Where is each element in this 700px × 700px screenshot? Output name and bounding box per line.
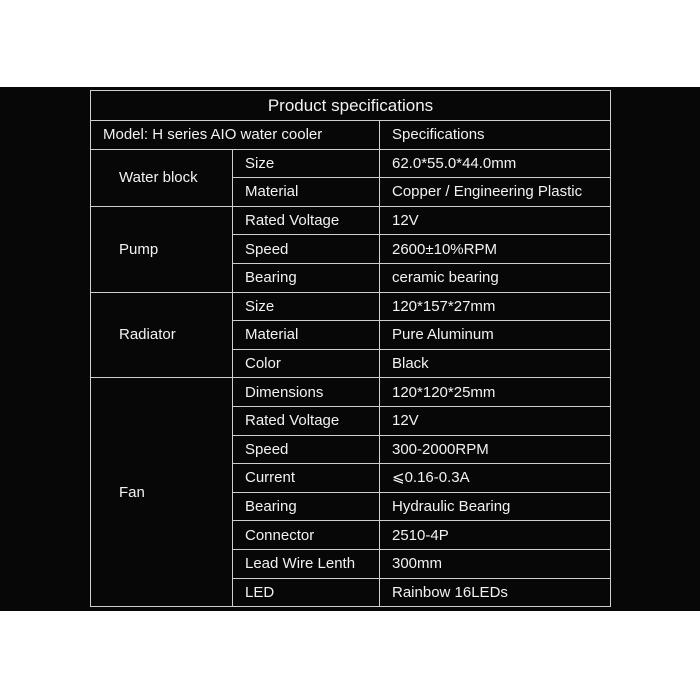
parameter-cell: Material <box>233 178 380 207</box>
parameter-cell: Speed <box>233 435 380 464</box>
value-cell: Copper / Engineering Plastic <box>380 178 611 207</box>
value-cell: ceramic bearing <box>380 263 611 292</box>
parameter-cell: Rated Voltage <box>233 206 380 235</box>
value-cell: 2510-4P <box>380 521 611 550</box>
title-row <box>91 91 611 121</box>
parameter-cell: Rated Voltage <box>233 406 380 435</box>
value-cell: 62.0*55.0*44.0mm <box>380 149 611 178</box>
table-title: Product specifications <box>91 91 611 121</box>
value-cell: Pure Aluminum <box>380 321 611 350</box>
spec-table <box>90 90 611 607</box>
table-row <box>91 149 611 178</box>
value-cell: 2600±10%RPM <box>380 235 611 264</box>
parameter-cell: Lead Wire Lenth <box>233 549 380 578</box>
value-cell: Black <box>380 349 611 378</box>
parameter-cell: Bearing <box>233 263 380 292</box>
value-cell: 12V <box>380 406 611 435</box>
table-row <box>91 292 611 321</box>
parameter-cell: Bearing <box>233 492 380 521</box>
value-cell: 120*120*25mm <box>380 378 611 407</box>
group-name: Radiator <box>91 292 233 378</box>
value-cell: 120*157*27mm <box>380 292 611 321</box>
parameter-cell: LED <box>233 578 380 607</box>
value-cell: ⩽0.16-0.3A <box>380 464 611 493</box>
group-name: Water block <box>91 149 233 206</box>
header-row <box>91 121 611 150</box>
parameter-cell: Connector <box>233 521 380 550</box>
parameter-cell: Size <box>233 149 380 178</box>
parameter-cell: Material <box>233 321 380 350</box>
parameter-cell: Speed <box>233 235 380 264</box>
parameter-cell: Dimensions <box>233 378 380 407</box>
specifications-header: Specifications <box>380 121 611 150</box>
parameter-cell: Color <box>233 349 380 378</box>
value-cell: Rainbow 16LEDs <box>380 578 611 607</box>
group-name: Pump <box>91 206 233 292</box>
parameter-cell: Size <box>233 292 380 321</box>
value-cell: 12V <box>380 206 611 235</box>
model-header: Model: H series AIO water cooler <box>91 121 380 150</box>
table-row <box>91 378 611 407</box>
parameter-cell: Current <box>233 464 380 493</box>
value-cell: 300-2000RPM <box>380 435 611 464</box>
value-cell: Hydraulic Bearing <box>380 492 611 521</box>
value-cell: 300mm <box>380 549 611 578</box>
group-name: Fan <box>91 378 233 607</box>
table-row <box>91 206 611 235</box>
